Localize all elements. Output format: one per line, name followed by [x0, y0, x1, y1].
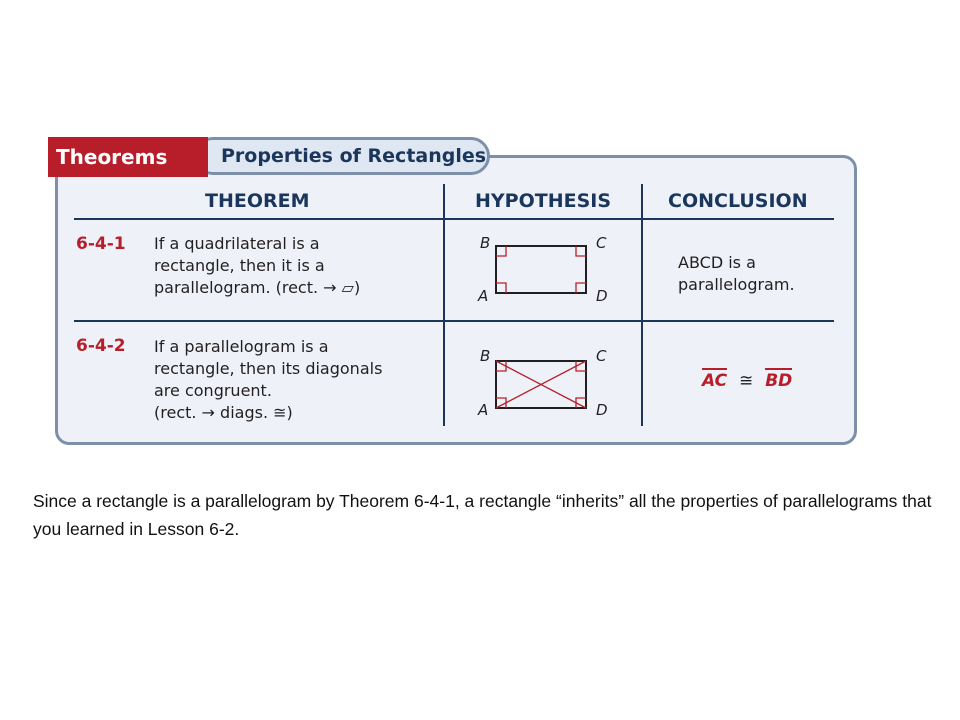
theorem-number-6-4-1: 6-4-1 [76, 234, 126, 254]
congruent-symbol: ≅ [739, 371, 754, 391]
conclusion-6-4-1 [678, 252, 795, 296]
header-conclusion: CONCLUSION [668, 190, 808, 212]
conclusion-line: ABCD is a [678, 253, 756, 272]
vertex-label-b: B [480, 234, 491, 252]
column-divider-1 [443, 184, 445, 426]
theorem-line: rectangle, then its diagonals [154, 359, 383, 378]
vertex-label-c: C [596, 347, 607, 365]
header-theorem: THEOREM [205, 190, 310, 212]
segment-bd: BD [765, 368, 792, 391]
vertex-label-c: C [596, 234, 607, 252]
vertex-label-b: B [480, 347, 491, 365]
theorem-line: rectangle, then it is a [154, 256, 325, 275]
theorem-text-6-4-1 [154, 233, 360, 299]
rectangle-diagram-2 [490, 355, 600, 415]
vertex-label-d: D [596, 401, 608, 419]
column-divider-2 [641, 184, 643, 426]
panel-title [194, 137, 490, 175]
caption-text: Since a rectangle is a parallelogram by Theorem 6-4-1, a rectangle “inherits” all the properties of parallelograms that you learned in Lesson 6-2. [33, 491, 932, 539]
theorem-number-6-4-2: 6-4-2 [76, 336, 126, 356]
vertex-label-a: A [478, 401, 489, 419]
rectangle-diagram-1 [490, 240, 600, 300]
theorem-line: (rect. → diags. ≅) [154, 403, 293, 422]
header-rule [74, 218, 834, 220]
theorems-tab [48, 137, 208, 177]
theorems-tab-label: Theorems [56, 145, 168, 169]
theorem-line: If a parallelogram is a [154, 337, 329, 356]
vertex-label-d: D [596, 287, 608, 305]
conclusion-6-4-2 [702, 371, 792, 391]
segment-ac: AC [702, 368, 727, 391]
header-hypothesis: HYPOTHESIS [475, 190, 612, 212]
panel-title-text: Properties of Rectangles [221, 145, 487, 167]
theorem-text-6-4-2 [154, 336, 382, 424]
theorem-line: parallelogram. (rect. → ▱) [154, 278, 361, 297]
conclusion-line: parallelogram. [678, 275, 795, 294]
vertex-label-a: A [478, 287, 489, 305]
theorem-line: are congruent. [154, 381, 272, 400]
theorem-line: If a quadrilateral is a [154, 234, 320, 253]
row-divider [74, 320, 834, 322]
